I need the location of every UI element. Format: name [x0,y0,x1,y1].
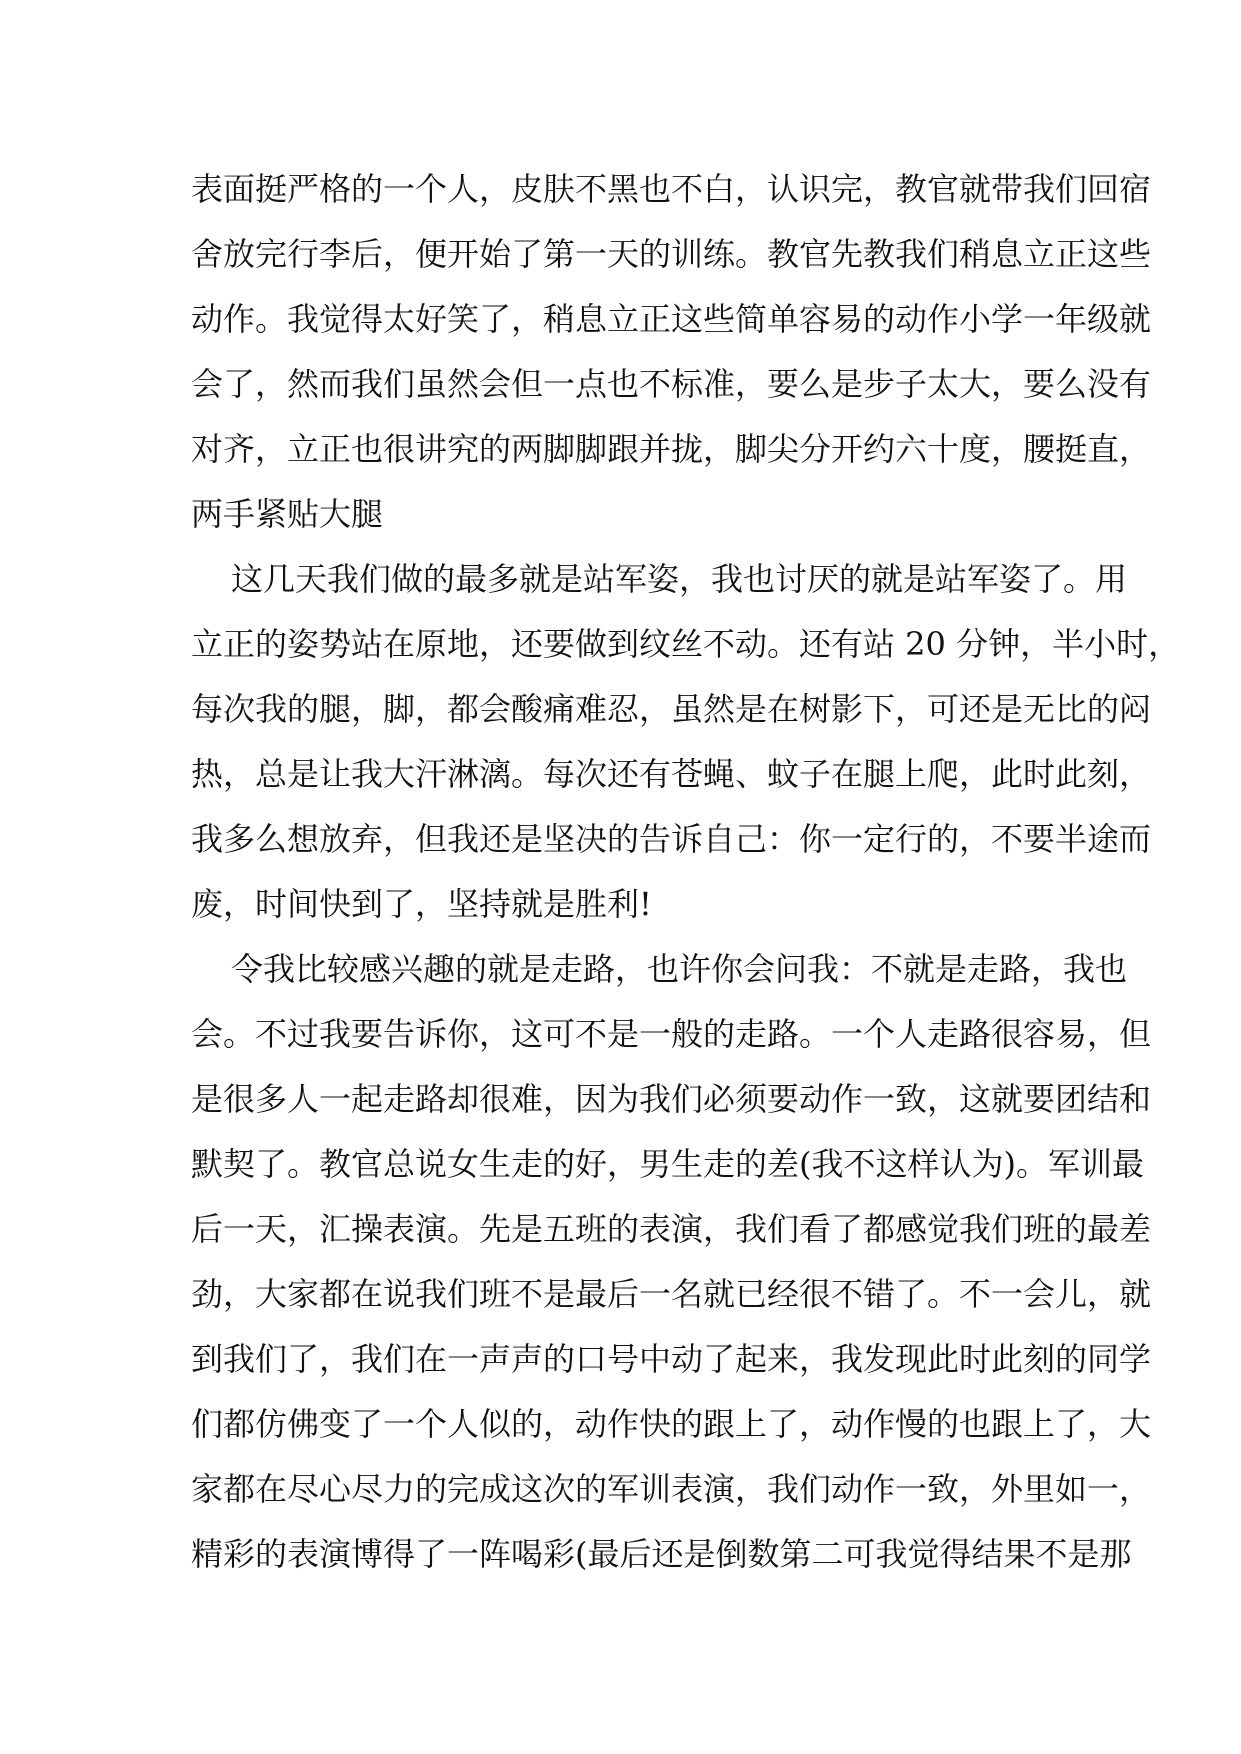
paragraph-1-line-6: 两手紧贴大腿 [191,495,384,533]
paragraph-1-line-4: 会了，然而我们虽然会但一点也不标准，要么是步子太大，要么没有 [191,365,1152,403]
paragraph-3-line-9: 家都在尽心尽力的完成这次的军训表演，我们动作一致，外里如一， [191,1470,1152,1508]
document-body [191,157,1181,1587]
paragraph-2-line-4: 热，总是让我大汗淋漓。每次还有苍蝇、蚊子在腿上爬，此时此刻， [191,755,1152,793]
paragraph-3-line-10: 精彩的表演博得了一阵喝彩(最后还是倒数第二可我觉得结果不是那 [191,1535,1132,1573]
paragraph-2-line-6: 废，时间快到了，坚持就是胜利! [191,885,652,923]
paragraph-2-line-5: 我多么想放弃，但我还是坚决的告诉自己：你一定行的，不要半途而 [191,820,1152,858]
paragraph-1-line-5: 对齐，立正也很讲究的两脚脚跟并拢，脚尖分开约六十度，腰挺直， [191,430,1152,468]
paragraph-2-line-2: 立正的姿势站在原地，还要做到纹丝不动。还有站 20 分钟，半小时， [191,625,1181,663]
paragraph-3-line-3: 是很多人一起走路却很难，因为我们必须要动作一致，这就要团结和 [191,1080,1152,1118]
paragraph-3-line-5: 后一天，汇操表演。先是五班的表演，我们看了都感觉我们班的最差 [191,1210,1152,1248]
paragraph-3-line-4: 默契了。教官总说女生走的好，男生走的差(我不这样认为)。军训最 [191,1145,1144,1183]
paragraph-2-line-3: 每次我的腿，脚，都会酸痛难忍，虽然是在树影下，可还是无比的闷 [191,690,1152,728]
paragraph-3-line-6: 劲，大家都在说我们班不是最后一名就已经很不错了。不一会儿，就 [191,1275,1152,1313]
paragraph-3-line-7: 到我们了，我们在一声声的口号中动了起来，我发现此时此刻的同学 [191,1340,1152,1378]
paragraph-3-line-8: 们都仿佛变了一个人似的，动作快的跟上了，动作慢的也跟上了，大 [191,1405,1152,1443]
paragraph-3-line-2: 会。不过我要告诉你，这可不是一般的走路。一个人走路很容易，但 [191,1015,1152,1053]
paragraph-2-line-1: 这几天我们做的最多就是站军姿，我也讨厌的就是站军姿了。用 [231,560,1128,598]
paragraph-1-line-2: 舍放完行李后，便开始了第一天的训练。教官先教我们稍息立正这些 [191,235,1152,273]
paragraph-1-line-3: 动作。我觉得太好笑了，稍息立正这些简单容易的动作小学一年级就 [191,300,1152,338]
paragraph-3-line-1: 令我比较感兴趣的就是走路，也许你会问我：不就是走路，我也 [231,950,1128,988]
paragraph-1-line-1: 表面挺严格的一个人，皮肤不黑也不白，认识完，教官就带我们回宿 [191,170,1152,208]
